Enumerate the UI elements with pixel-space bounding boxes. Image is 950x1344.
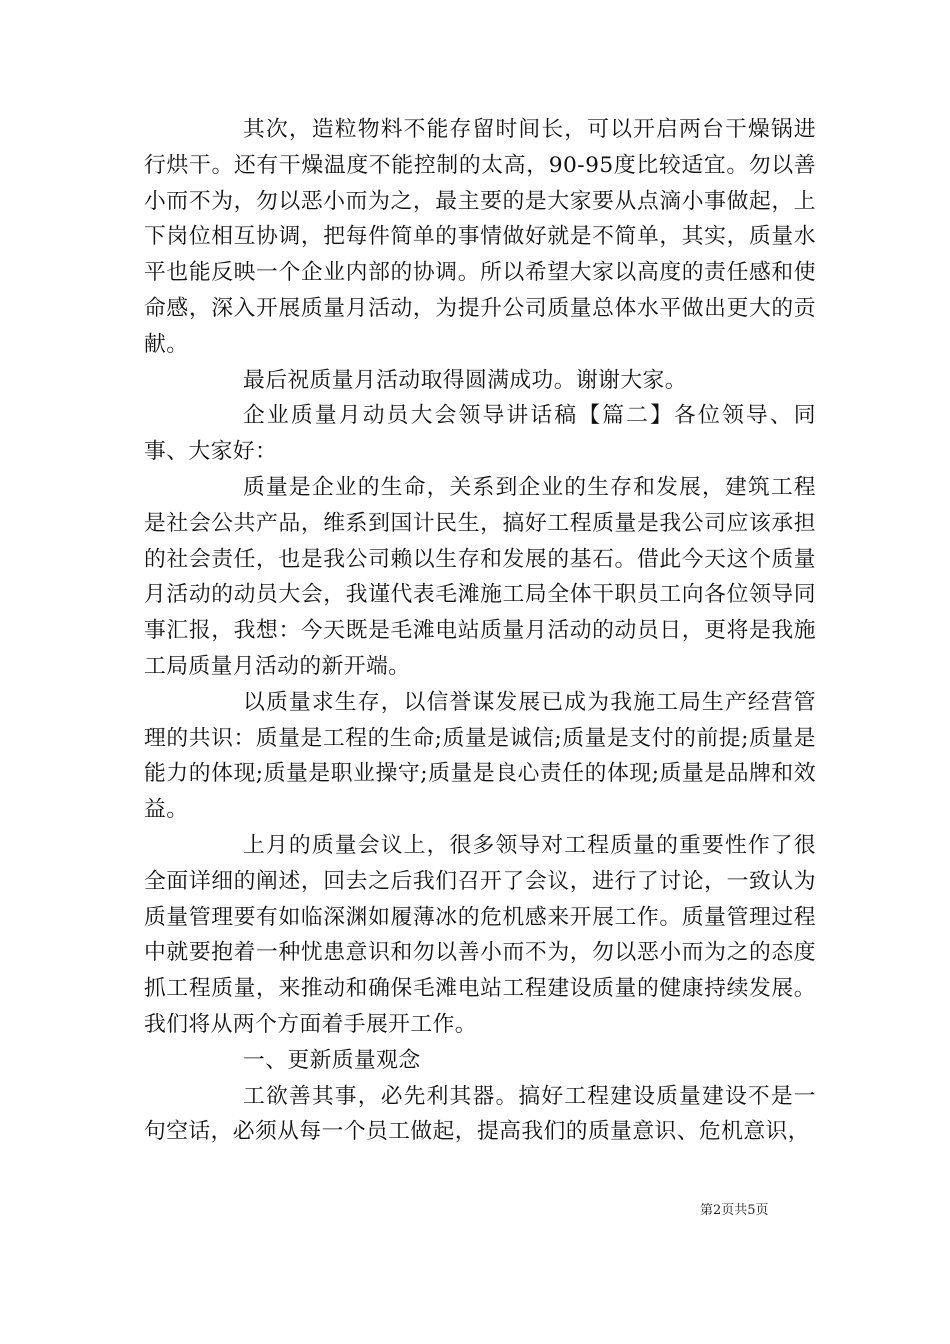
paragraph: 企业质量月动员大会领导讲话稿【篇二】各位领导、同事、大家好：	[144, 403, 816, 465]
paragraph: 质量是企业的生命，关系到企业的生存和发展，建筑工程是社会公共产品，维系到国计民生，搞好工程质量是我公司应该承担的社会责任，也是我公司赖以生存和发展的基石。借此今天这个质量月活动的动员大会，我谨代表毛滩施工局全体干职员工向各位领导同事汇报，我想：今天既是毛滩电站质量月活动的动员日，更将是我施工局质量月活动的新开端。	[144, 474, 816, 679]
document-body	[144, 112, 816, 1150]
paragraph: 其次，造粒物料不能存留时间长，可以开启两台干燥锅进行烘干。还有干燥温度不能控制的太高，90-95度比较适宜。勿以善小而不为，勿以恶小而为之，最主要的是大家要从点滴小事做起，上下岗位相互协调，把每件简单的事情做好就是不简单，其实，质量水平也能反映一个企业内部的协调。所以希望大家以高度的责任感和使命感，深入开展质量月活动，为提升公司质量总体水平做出更大的贡献。	[144, 117, 816, 357]
paragraph: 上月的质量会议上，很多领导对工程质量的重要性作了很全面详细的阐述，回去之后我们召开了会议，进行了讨论，一致认为质量管理要有如临深渊如履薄冰的危机感来开展工作。质量管理过程中就要抱着一种忧患意识和勿以善小而不为，勿以恶小而为之的态度抓工程质量，来推动和确保毛滩电站工程建设质量的健康持续发展。我们将从两个方面着手展开工作。	[144, 832, 816, 1037]
section-heading: 一、更新质量观念	[243, 1047, 421, 1073]
paragraph: 最后祝质量月活动取得圆满成功。谢谢大家。	[243, 367, 687, 393]
paragraph: 以质量求生存，以信誉谋发展已成为我施工局生产经营管理的共识：质量是工程的生命;质量是诚信;质量是支付的前提;质量是能力的体现;质量是职业操守;质量是良心责任的体现;质量是品牌和效益。	[144, 689, 816, 823]
page-number-footer: 第2页共5页	[700, 1203, 769, 1218]
paragraph: 工欲善其事，必先利其器。搞好工程建设质量建设不是一句空话，必须从每一个员工做起，提高我们的质量意识、危机意识，	[144, 1083, 816, 1145]
